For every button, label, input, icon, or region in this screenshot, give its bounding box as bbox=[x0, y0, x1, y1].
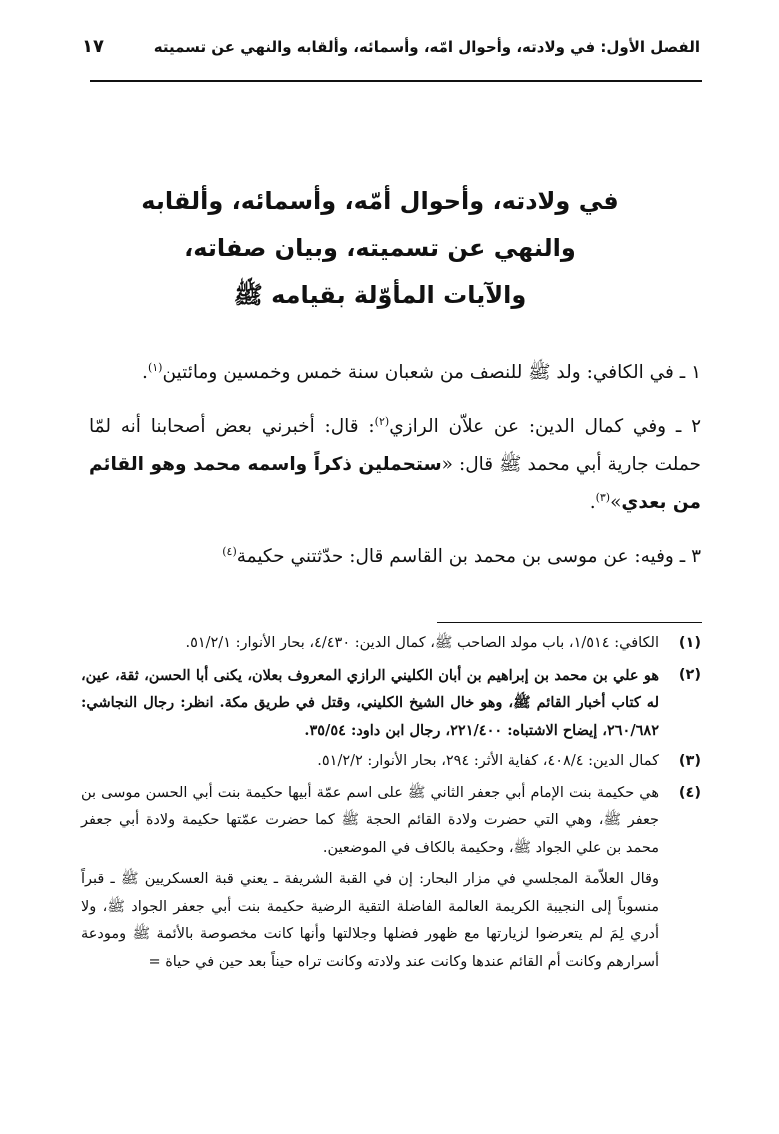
paragraph-1 bbox=[89, 354, 701, 392]
footnote-divider bbox=[437, 622, 702, 623]
footnote-text: كمال الدين: ٤٠٨/٤، كفاية الأثر: ٢٩٤، بحار الأنوار: ٥١/٢/٢. bbox=[317, 753, 659, 769]
paragraph-2-text-c: » bbox=[610, 492, 622, 513]
footnote-4 bbox=[81, 780, 701, 863]
footnote-number: (٤) bbox=[678, 784, 701, 801]
footnote-ref-1[interactable]: (١) bbox=[147, 360, 163, 374]
footnotes bbox=[81, 630, 701, 980]
section-title-line-3: والآيات المأوّلة بقيامه ﷺ bbox=[233, 281, 527, 309]
running-header bbox=[60, 36, 700, 66]
paragraph-1-text: ١ ـ في الكافي: ولد ﷺ للنصف من شعبان سنة خمس وخمسين ومائتين bbox=[162, 362, 701, 383]
footnote-text: هي حكيمة بنت الإمام أبي جعفر الثاني ﷺ على اسم عمّة أبيها حكيمة بنت أبي الحسن موسى بن جعفر ﷺ، وهي التي حضرت ولادة القائم الحجة ﷺ كما حضرت عمّتها حكيمة ولادة أبي جعفر محمد بن علي الجواد ﷺ، وحكيمة بالكاف في الموضعين. bbox=[81, 784, 659, 856]
footnote-2 bbox=[81, 662, 701, 745]
paragraph-2-text-b: : قال: أخبرني بعض أصحابنا أنه لمّا حملت جارية أبي محمد ﷺ قال: « bbox=[89, 416, 701, 475]
footnote-4-continued bbox=[81, 866, 701, 976]
section-title-line-1: في ولادته، وأحوال أمّه، وأسمائه، وألقابه bbox=[141, 187, 619, 215]
main-text bbox=[89, 354, 701, 576]
footnote-number: (١) bbox=[678, 635, 701, 651]
quoted-saying: ستحملين ذكراً واسمه محمد وهو القائم من بعدي bbox=[89, 454, 701, 513]
footnote-number: (٣) bbox=[678, 753, 701, 769]
footnote-1 bbox=[81, 630, 701, 658]
paragraph-3 bbox=[89, 538, 701, 576]
section-title-line-2: والنهي عن تسميته، وبيان صفاته، bbox=[184, 234, 576, 262]
footnote-ref-4[interactable]: (٤) bbox=[222, 544, 237, 558]
paragraph-2 bbox=[89, 408, 701, 522]
footnote-3 bbox=[81, 748, 701, 776]
header-divider bbox=[90, 80, 702, 82]
footnote-number: (٢) bbox=[678, 666, 701, 683]
footnote-ref-3[interactable]: (٣) bbox=[595, 490, 611, 504]
section-title bbox=[60, 178, 700, 319]
footnote-text: الكافي: ١/٥١٤، باب مولد الصاحب ﷺ، كمال الدين: ٤/٤٣٠، بحار الأنوار: ٥١/٢/١. bbox=[185, 635, 659, 651]
paragraph-3-text: ٣ ـ وفيه: عن موسى بن محمد بن القاسم قال: حدّثتني حكيمة bbox=[236, 546, 701, 567]
page-number: ١٧ bbox=[82, 36, 104, 57]
paragraph-1-end: . bbox=[142, 362, 148, 383]
footnote-text: وقال العلاّمة المجلسي في مزار البحار: إن في القبة الشريفة ـ يعني قبة العسكريين ﷺ ـ قبراً منسوباً إلى النجيبة الكريمة العالمة الفاضلة التقية الرضية حكيمة بنت أبي جعفر الجواد ﷺ، ولا أدري لِمَ لم يتعرضوا لزيارتها مع ظهور فضلها وجلالتها وأنها كانت مخصوصة بالأئمة ﷺ ومودعة أسرارهم وكانت أم القائم عندها وكانت عند ولادته وكانت تراه حيناً بعد حين في حياة = bbox=[81, 871, 659, 970]
footnote-ref-2[interactable]: (٢) bbox=[374, 414, 390, 428]
paragraph-2-text-a: ٢ ـ وفي كمال الدين: عن علاّن الرازي bbox=[389, 416, 701, 437]
paragraph-2-end: . bbox=[589, 492, 596, 513]
running-title: الفصل الأول: في ولادته، وأحوال امّه، وأسمائه، وألقابه والنهي عن تسميته bbox=[153, 38, 700, 56]
footnote-text: هو علي بن محمد بن إبراهيم بن أبان الكليني الرازي المعروف بعلان، يكنى أبا الحسن، ثقة، عين، له كتاب أخبار القائم ﷺ، وهو خال الشيخ الكليني، وقتل في طريق مكة. انظر: رجال النجاشي: ٢٦٠/٦٨٢، إيضاح الاشتباه: ٢٢١/٤٠٠، رجال ابن داود: ٣٥/٥٤. bbox=[81, 666, 659, 739]
